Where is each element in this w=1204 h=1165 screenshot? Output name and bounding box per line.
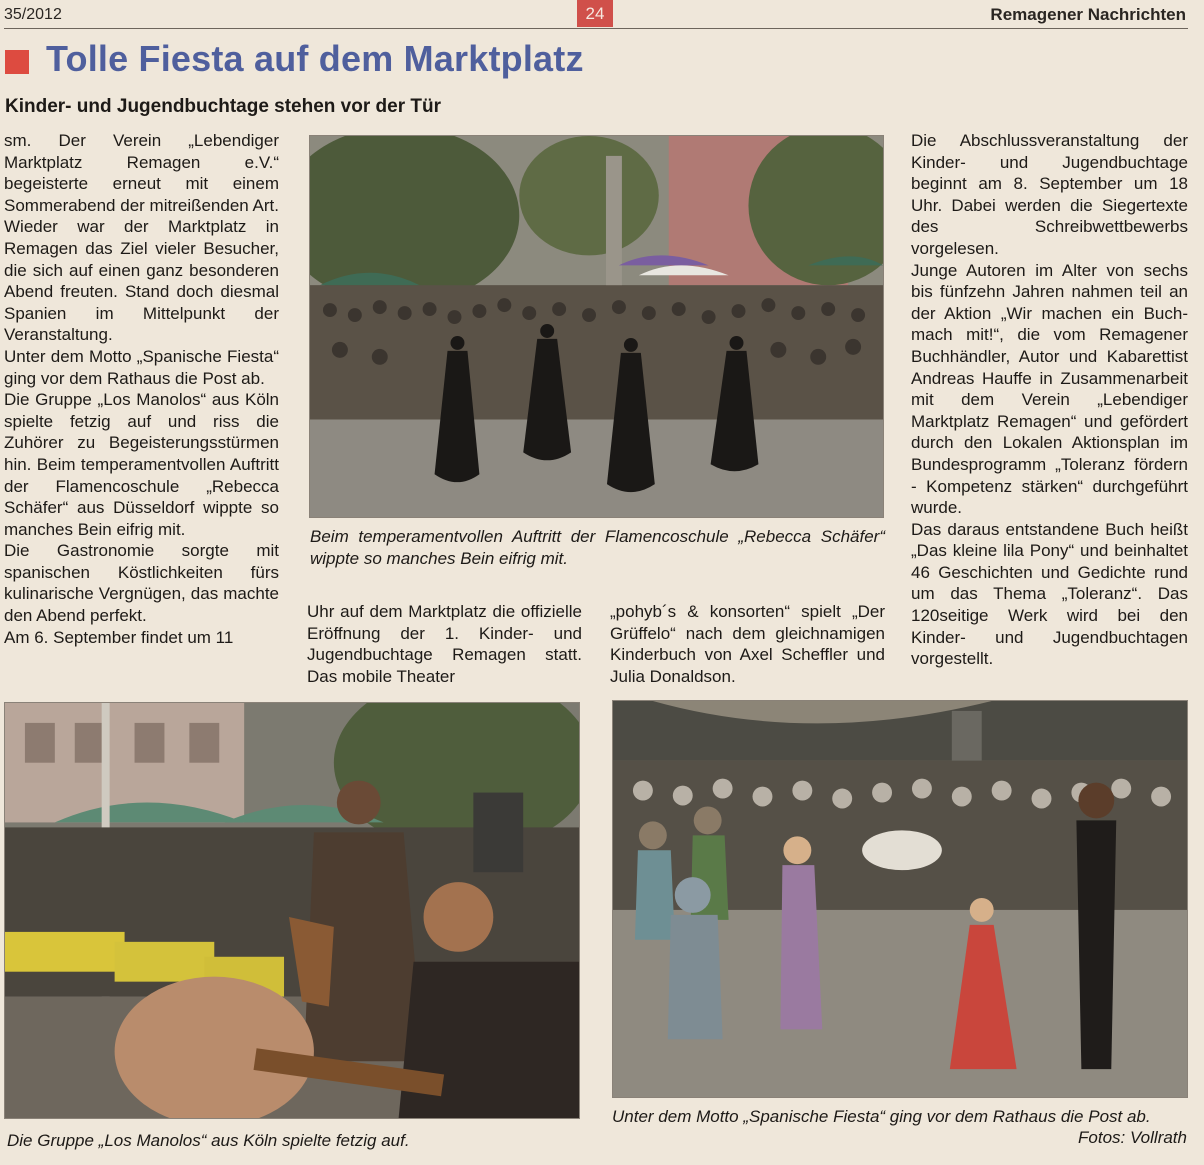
paragraph: Uhr auf dem Marktplatz die offizielle Eröffnung der 1. Kinder- und Jugendbuchtage Remagen statt. Das mobile Theater (307, 602, 582, 686)
photo-credit: Fotos: Vollrath (1078, 1128, 1187, 1147)
band-photo (4, 702, 580, 1119)
text-column-4 (911, 130, 1188, 670)
paragraph: sm. Der Verein „Lebendiger Marktplatz Remagen e.V.“ begeisterte erneut mit einem Sommerabend der mitreißenden Art. Wieder war der Marktplatz in Remagen das Ziel vieler Besucher, die sich auf einen ganz besonderen Abend freuten. Stand doch diesmal Spanien im Mittelpunkt der Veranstaltung. (4, 131, 279, 345)
paragraph: Unter dem Motto „Spanische Fiesta“ ging vor dem Rathaus die Post ab. (4, 346, 279, 388)
headline-marker (5, 50, 29, 74)
paragraph: „pohyb´s & konsorten“ spielt „Der Grüffelo“ nach dem gleichnamigen Kinderbuch von Axel Scheffler und Julia Donaldson. (610, 602, 885, 686)
header-rule (4, 28, 1188, 29)
article-title: Tolle Fiesta auf dem Marktplatz (46, 38, 584, 79)
fiesta-photo (612, 700, 1188, 1098)
paragraph: Die Gastronomie sorgte mit spanischen Köstlichkeiten fürs kulinarische Vergnügen, das machte den Abend perfekt. (4, 541, 279, 626)
text-column-3 (610, 601, 885, 687)
paragraph: Die Gruppe „Los Manolos“ aus Köln spielte fetzig auf und riss die Zuhörer zu Begeisterungsstürmen hin. Beim temperamentvollen Auftritt der Flamencoschule „Rebecca Schäfer“ aus Düsseldorf wippte so manches Bein eifrig mit. (4, 390, 279, 539)
article-subtitle: Kinder- und Jugendbuchtage stehen vor der Tür (5, 96, 441, 117)
flamenco-caption: Beim temperamentvollen Auftritt der Flamencoschule „Rebecca Schäfer“ wippte so manches Bein eifrig mit. (310, 527, 885, 568)
band-caption: Die Gruppe „Los Manolos“ aus Köln spielte fetzig auf. (7, 1131, 410, 1150)
issue-number: 35/2012 (4, 6, 62, 23)
paragraph: Junge Autoren im Alter von sechs bis fünfzehn Jahren nahmen teil an der Aktion „Wir machen ein Buch- mach mit!“, die vom Remagener Buchhändler, Autor und Kabarettist Andreas Hauffe in Zusammenarbeit mit dem Verein „Lebendiger Marktplatz Remagen“ und gefördert durch den Lokalen Aktionsplan im Bundesprogramm „Toleranz fördern - Kompetenz stärken“ durchgeführt wurde. (911, 260, 1188, 518)
fiesta-caption: Unter dem Motto „Spanische Fiesta“ ging vor dem Rathaus die Post ab. (612, 1107, 1151, 1126)
page-number: 24 (577, 0, 613, 27)
newspaper-name: Remagener Nachrichten (990, 5, 1186, 24)
paragraph: Das daraus entstandene Buch heißt „Das kleine lila Pony“ und beinhaltet 46 Geschichten und Gedichte rund um das Thema „Toleranz“. Das 120seitige Werk wird bei den Kinder- und Jugendbuchtagen vorgestellt. (911, 519, 1188, 669)
paragraph: Die Abschlussveranstaltung der Kinder- und Jugendbuchtage beginnt am 8. September um 18 Uhr. Dabei werden die Siegertexte des Schreibwettbewerbs vorgelesen. (911, 131, 1188, 258)
text-column-2 (307, 601, 582, 687)
paragraph: Am 6. September findet um 11 (4, 627, 234, 647)
flamenco-photo (309, 135, 884, 518)
text-column-1 (4, 130, 279, 648)
